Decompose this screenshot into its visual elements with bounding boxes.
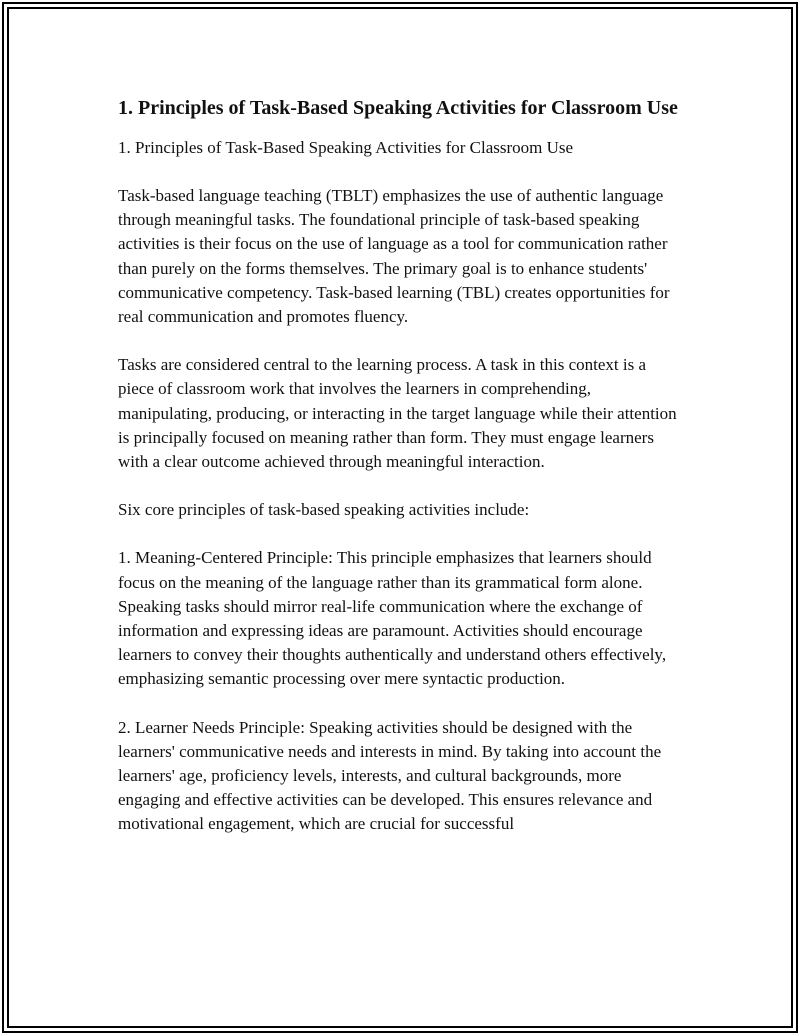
document-title: 1. Principles of Task-Based Speaking Activities for Classroom Use bbox=[118, 97, 678, 119]
paragraph-tasks-central: Tasks are considered central to the learning process. A task in this context is a piece of classroom work that involves the learners in comprehending, manipulating, producing, or interacting in the target language while their attention is principally focused on meaning rather than form. They must engage learners with a clear outcome achieved through meaningful interaction. bbox=[118, 355, 677, 472]
document-subheading: 1. Principles of Task-Based Speaking Activities for Classroom Use bbox=[118, 138, 574, 157]
paragraph-six-principles-intro: Six core principles of task-based speaking activities include: bbox=[118, 500, 530, 520]
paragraph-meaning-centered-principle: 1. Meaning-Centered Principle: This principle emphasizes that learners should focus on the meaning of the language rather than its grammatical form alone. Speaking tasks should mirror real-life communication where the exchange of information and expressing ideas are paramount. Activities should encourage learners to convey their thoughts authentically and understand others effectively, emphasizing semantic processing over mere syntactic production. bbox=[118, 548, 667, 689]
document-body bbox=[118, 94, 684, 837]
paragraph-learner-needs-principle: 2. Learner Needs Principle: Speaking activities should be designed with the learners' communicative needs and interests in mind. By taking into account the learners' age, proficiency levels, interests, and cultural backgrounds, more engaging and effective activities can be developed. This ensures relevance and motivational engagement, which are crucial for successful bbox=[118, 717, 662, 834]
paragraph-tblt-intro: Task-based language teaching (TBLT) emphasizes the use of authentic language through meaningful tasks. The foundational principle of task-based speaking activities is their focus on the use of language as a tool for communication rather than purely on the forms themselves. The primary goal is to enhance students' communicative competency. Task-based learning (TBL) creates opportunities for real communication and promotes fluency. bbox=[118, 186, 670, 327]
